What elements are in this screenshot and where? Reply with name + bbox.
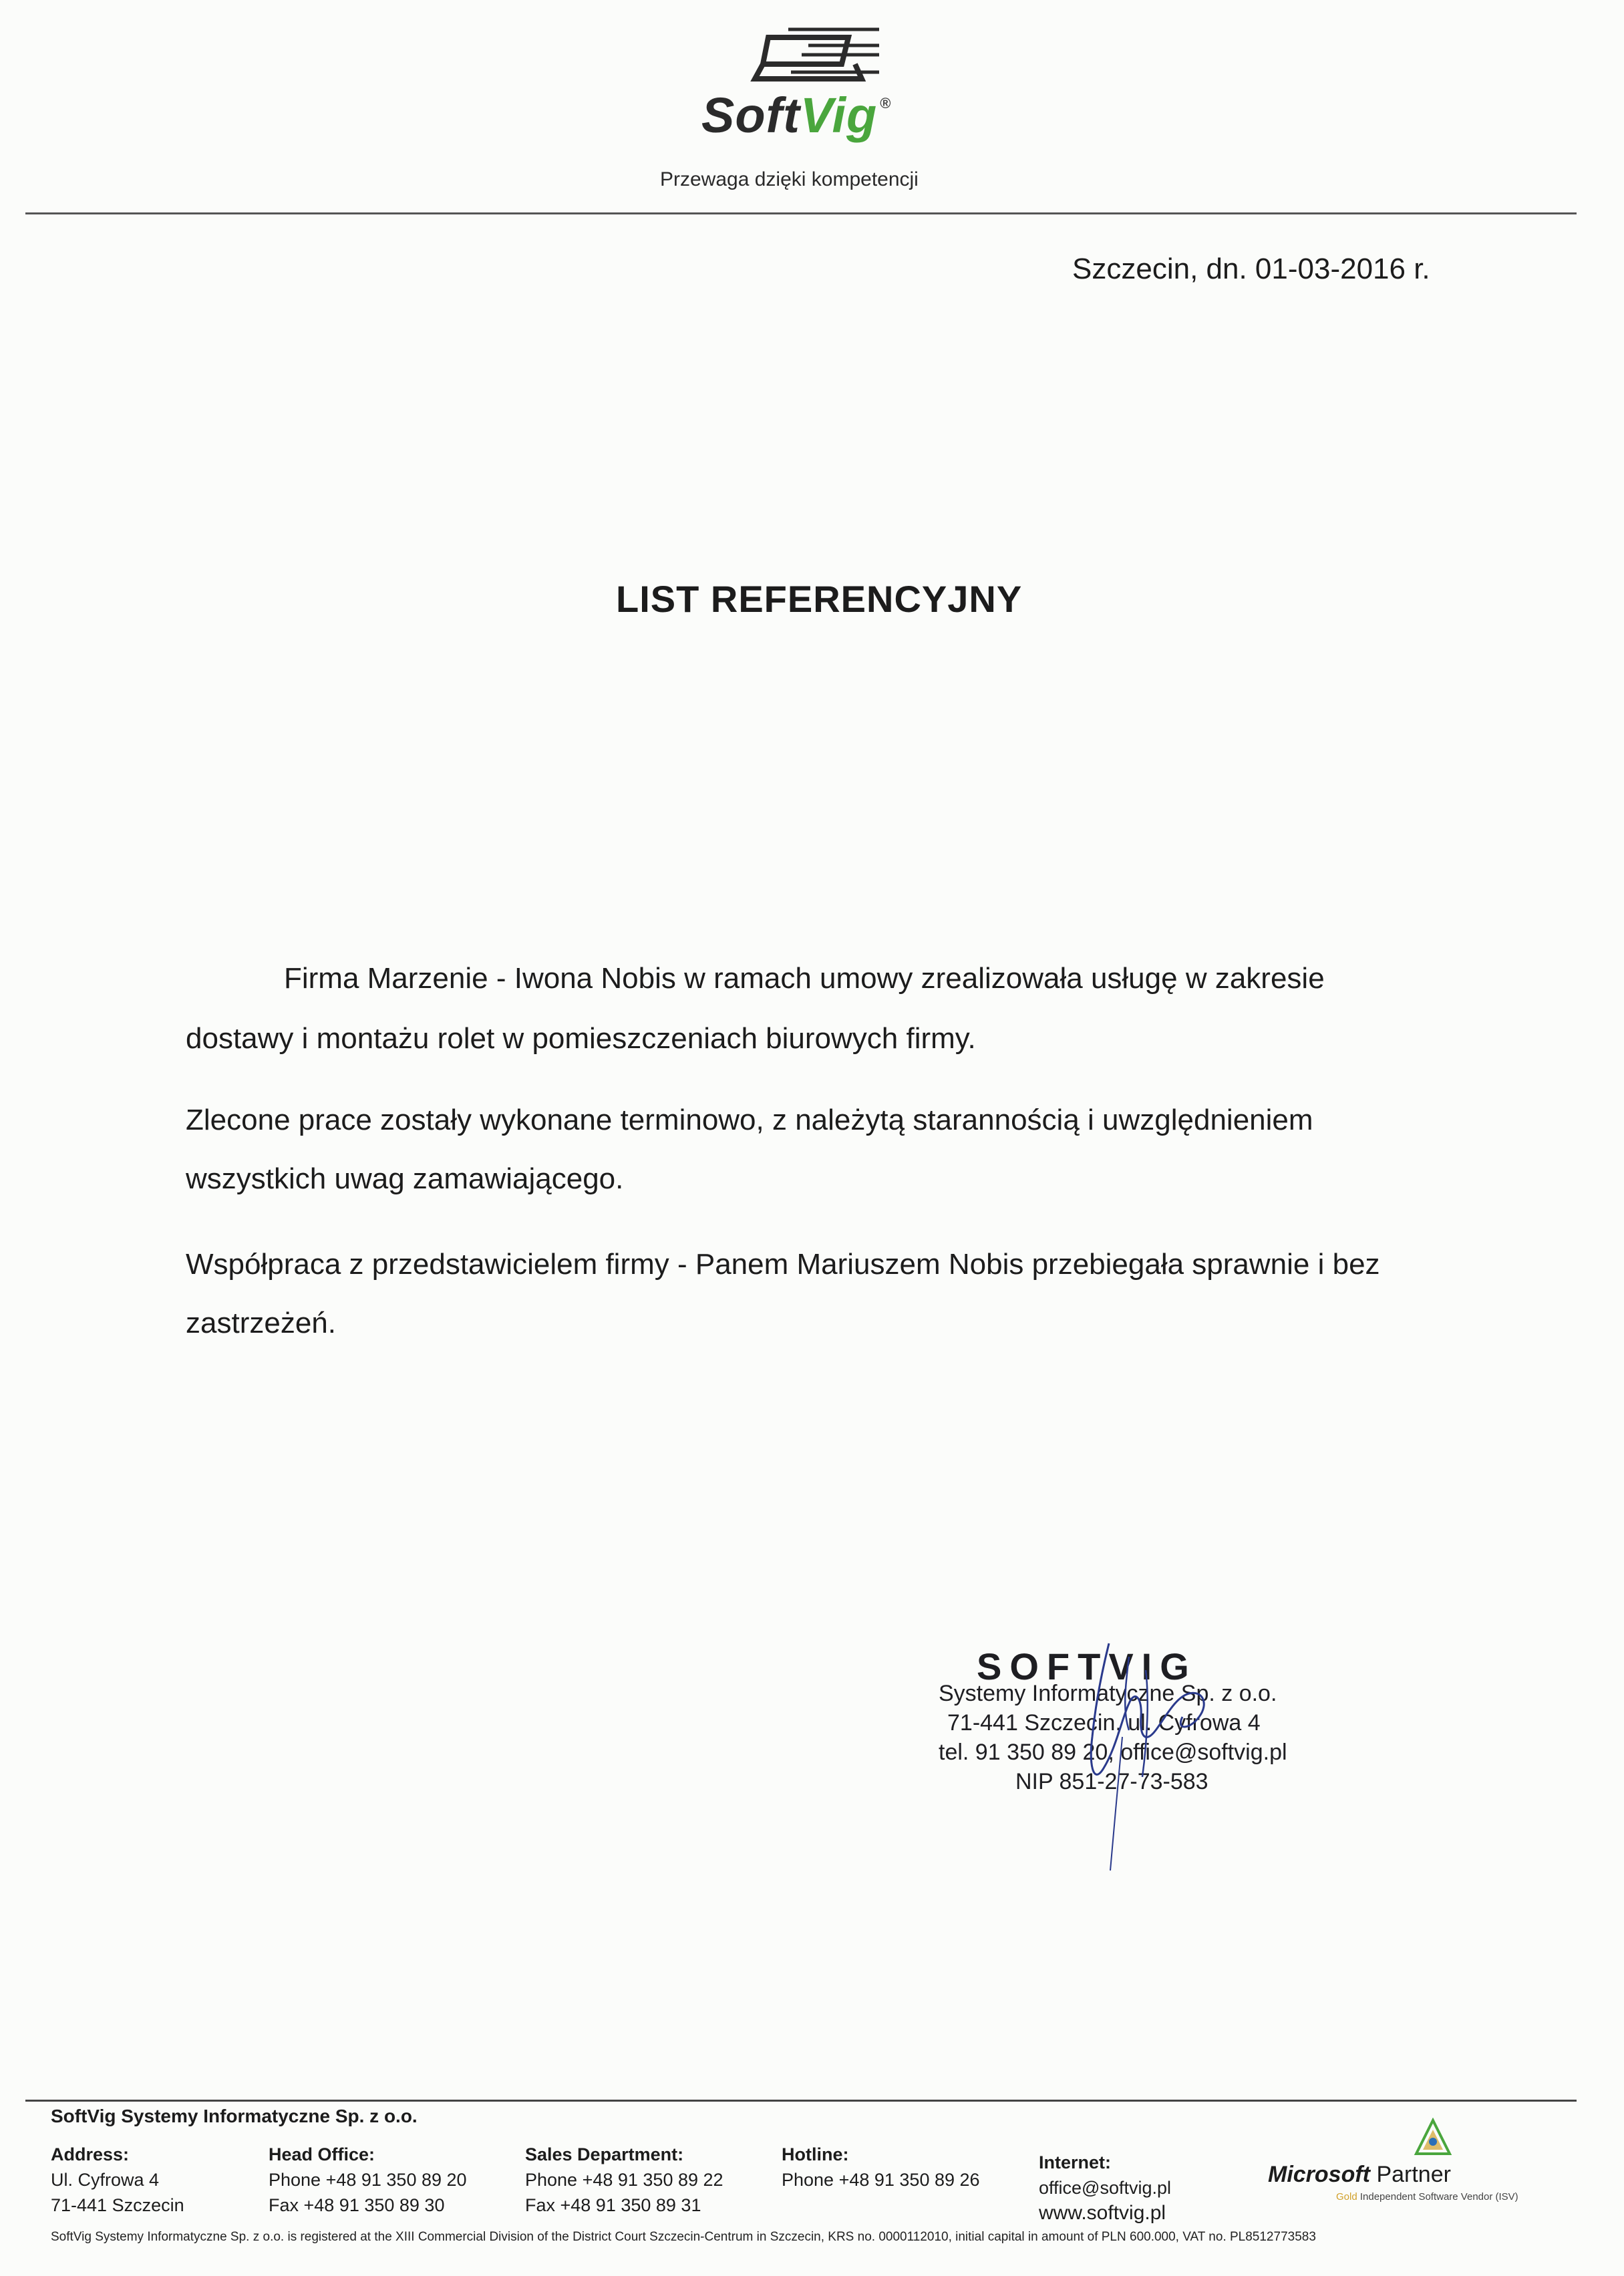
microsoft-partner-icon <box>1410 2118 1456 2158</box>
footer-head-office-heading: Head Office: <box>269 2144 375 2164</box>
letter-date: Szczecin, dn. 01-03-2016 r. <box>1072 253 1430 285</box>
footer-sales-phone: Phone +48 91 350 89 22 <box>525 2170 723 2190</box>
signature-icon <box>1029 1630 1269 1884</box>
footer-head-office-phone: Phone +48 91 350 89 20 <box>269 2170 467 2190</box>
paragraph-3-line-2: zastrzeżeń. <box>186 1307 336 1339</box>
footer-hotline-heading: Hotline: <box>782 2144 849 2164</box>
footer-address-line: Ul. Cyfrowa 4 <box>51 2170 160 2190</box>
footer-email-link[interactable]: office@softvig.pl <box>1039 2178 1172 2198</box>
footer-address-heading: Address: <box>51 2144 130 2164</box>
footer-sales-fax: Fax +48 91 350 89 31 <box>525 2195 701 2215</box>
paragraph-1-line-2: dostawy i montażu rolet w pomieszczeniach biurowych firmy. <box>186 1022 976 1055</box>
footer-head-office-fax: Fax +48 91 350 89 30 <box>269 2195 445 2215</box>
paragraph-3-line-1: Współpraca z przedstawicielem firmy - Panem Mariuszem Nobis przebiegała sprawnie i bez <box>186 1248 1380 1281</box>
header-divider <box>25 212 1577 214</box>
footer-sales-heading: Sales Department: <box>525 2144 684 2164</box>
footer-company-name: SoftVig Systemy Informatyczne Sp. z o.o. <box>51 2106 418 2126</box>
stamp-line: tel. 91 350 89 20, office@softvig.pl <box>939 1740 1287 1765</box>
company-tagline: Przewaga dzięki kompetencji <box>660 168 919 190</box>
footer-divider <box>25 2100 1577 2102</box>
microsoft-isv-label: Gold Independent Software Vendor (ISV) <box>1336 2191 1518 2203</box>
footer-internet-heading: Internet: <box>1039 2152 1111 2172</box>
stamp-line: Systemy Informatyczne Sp. z o.o. <box>939 1681 1277 1706</box>
stamp-company-name: SOFTVIG <box>977 1645 1197 1687</box>
footer-internet <box>1039 2150 1171 2226</box>
footer-legal-notice: SoftVig Systemy Informatyczne Sp. z o.o. is registered at the XIII Commercial Division of the District Court Szczecin-Centrum in Szczecin, KRS no. 0000112010, initial capital in amount of PLN 600.000, VAT no. PL8512773583 <box>51 2230 1316 2244</box>
footer-address <box>51 2142 184 2218</box>
stamp-line: NIP 851-27-73-583 <box>1015 1769 1208 1794</box>
footer-hotline <box>782 2142 980 2192</box>
paragraph-1-line-1: Firma Marzenie - Iwona Nobis w ramach umowy zrealizowała usługę w zakresie <box>284 962 1325 995</box>
microsoft-partner-label: Microsoft Partner <box>1268 2162 1451 2187</box>
stamp-line: 71-441 Szczecin, ul. Cyfrowa 4 <box>947 1710 1261 1736</box>
footer-head-office <box>269 2142 467 2218</box>
footer-hotline-phone: Phone +48 91 350 89 26 <box>782 2170 980 2190</box>
footer-website-link[interactable]: www.softvig.pl <box>1039 2202 1166 2224</box>
document-title: LIST REFERENCYJNY <box>616 578 1023 620</box>
footer-sales-department <box>525 2142 723 2218</box>
footer-address-line: 71-441 Szczecin <box>51 2195 184 2215</box>
paragraph-2-line-1: Zlecone prace zostały wykonane terminowo, z należytą starannością i uwzględnieniem <box>186 1104 1313 1136</box>
company-logo: SoftVig ® <box>701 88 892 143</box>
paragraph-2-line-2: wszystkich uwag zamawiającego. <box>186 1162 624 1195</box>
